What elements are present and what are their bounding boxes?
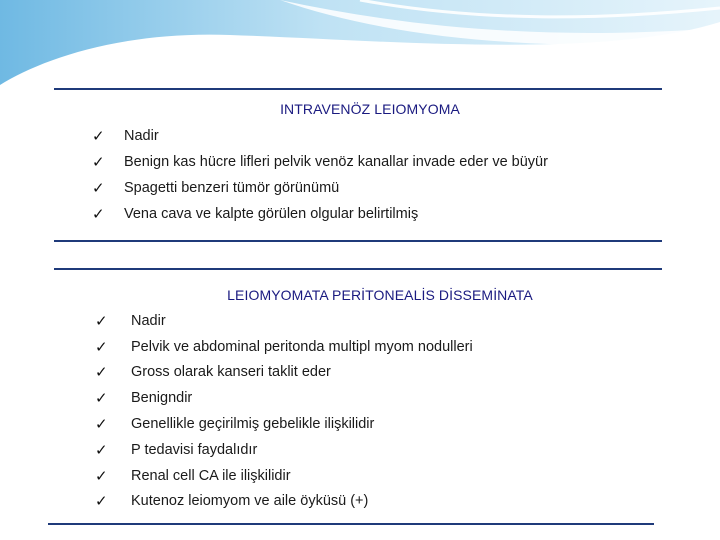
list-item-text: Nadir	[131, 312, 166, 329]
check-icon: ✓	[95, 390, 108, 408]
list-item-text: Genellikle geçirilmiş gebelikle ilişkilidir	[131, 416, 375, 433]
list-item-text: Renal cell CA ile ilişkilidir	[131, 467, 291, 484]
check-icon: ✓	[92, 180, 105, 197]
list-item	[95, 411, 473, 437]
check-icon: ✓	[95, 364, 108, 382]
check-icon: ✓	[95, 312, 108, 330]
list-item-text: Vena cava ve kalpte görülen olgular belirtilmiş	[124, 206, 419, 222]
check-icon: ✓	[95, 467, 108, 485]
list-item-text: Gross olarak kanseri taklit eder	[131, 364, 331, 381]
list-item	[95, 463, 473, 489]
check-icon: ✓	[95, 441, 108, 459]
list-item-text: Benign kas hücre lifleri pelvik venöz kanallar invade eder ve büyür	[124, 154, 548, 170]
list-item	[92, 175, 548, 201]
check-icon: ✓	[95, 493, 108, 511]
list-item	[95, 437, 473, 463]
list-item	[95, 334, 473, 360]
list-item	[92, 123, 548, 149]
section-1-bottom-rule	[54, 240, 662, 242]
list-item-text: Spagetti benzeri tümör görünümü	[124, 180, 340, 196]
list-item	[95, 385, 473, 411]
check-icon: ✓	[95, 416, 108, 434]
section-2-title: LEIOMYOMATA PERİTONEALİS DİSSEMİNATA	[227, 287, 533, 303]
header-wave-decoration	[0, 0, 720, 90]
section-2-top-rule	[54, 268, 662, 270]
check-icon: ✓	[92, 128, 105, 145]
section-2-bottom-rule	[48, 523, 654, 525]
section-2-list	[95, 308, 473, 514]
check-icon: ✓	[92, 206, 105, 223]
section-1-top-rule	[54, 88, 662, 90]
list-item-text: Kutenoz leiomyom ve aile öyküsü (+)	[131, 493, 369, 510]
list-item	[95, 360, 473, 386]
section-1-list	[92, 123, 548, 227]
list-item-text: Nadir	[124, 128, 159, 144]
check-icon: ✓	[92, 154, 105, 171]
section-1-title: INTRAVENÖZ LEIOMYOMA	[280, 101, 460, 117]
check-icon: ✓	[95, 338, 108, 356]
list-item	[95, 308, 473, 334]
list-item	[92, 149, 548, 175]
list-item	[95, 489, 473, 515]
list-item-text: Pelvik ve abdominal peritonda multipl myom nodulleri	[131, 338, 473, 355]
list-item-text: Benigndir	[131, 390, 193, 407]
list-item	[92, 201, 548, 227]
list-item-text: P tedavisi faydalıdır	[131, 441, 258, 458]
